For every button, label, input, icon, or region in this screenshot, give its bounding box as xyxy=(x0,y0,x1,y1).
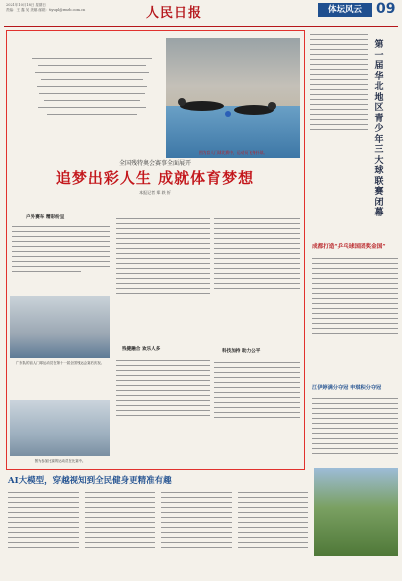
issue-meta xyxy=(6,3,126,13)
scenery-photo xyxy=(314,468,398,556)
subhead-2: 残健融合 欢乐人多 xyxy=(122,347,161,352)
column-3b-text xyxy=(214,358,300,422)
newspaper-logo: 人民日报 xyxy=(146,6,203,21)
main-photo-caption: 图为盲人门球比赛中，运动员飞身扑球。 xyxy=(198,150,268,155)
subhead-3: 科技加持 助力公平 xyxy=(222,349,261,354)
bottom-headline: AI大模型，穿越视知到全民健身更精准有趣 xyxy=(8,476,172,486)
headline: 追梦出彩人生 成就体育梦想 xyxy=(55,169,255,187)
column-3-text xyxy=(214,214,300,293)
right-article-1 xyxy=(310,30,368,134)
page-number: 09 xyxy=(376,1,396,17)
column-2-text xyxy=(116,214,210,298)
bottom-col-2 xyxy=(85,488,156,552)
header-rule xyxy=(4,26,398,27)
subhead-1: 户外赛车 精彩纷呈 xyxy=(26,215,65,220)
right-article-2-text xyxy=(312,254,398,338)
byline: 本报记者 郑 轶 忻 xyxy=(139,190,171,195)
bottom-article-text xyxy=(8,488,308,552)
right-article-3-title: 江伊婷满分夺冠 申琪积分夺冠 xyxy=(312,385,382,391)
right-article-2-title: 成都打造“乒乓球国团奖金国” xyxy=(312,244,386,250)
opening-verse xyxy=(32,52,152,144)
right-article-3-text xyxy=(312,394,398,458)
athletes-photo xyxy=(10,400,110,456)
photo3-caption: 图为参加比赛的运动员在比赛中。 xyxy=(34,459,86,463)
photo2-caption: 广东队的盲人门球运动员在第十一届全国残运会赛后庆祝。 xyxy=(15,361,105,365)
headline-block xyxy=(40,158,270,196)
issue-date: 2021年10月18日 星期日 xyxy=(6,3,46,7)
editor-line: 责编：王 鑫 吴 美娜 邮箱：tiyupl@rmrb.com.cn xyxy=(6,8,86,12)
players-illustration xyxy=(172,92,284,122)
bottom-col-3 xyxy=(161,488,232,552)
wheelchair-team-photo xyxy=(10,296,110,358)
vertical-title: 第一届华北地区青少年三大球联赛闭幕 xyxy=(374,40,384,218)
kicker: 全国残特奥会赛事全面展开 xyxy=(118,160,191,167)
column-1-text xyxy=(12,222,110,276)
bottom-col-1 xyxy=(8,488,79,552)
bottom-col-4 xyxy=(238,488,309,552)
column-2b-text xyxy=(116,356,210,420)
section-badge: 体坛风云 xyxy=(318,3,372,17)
